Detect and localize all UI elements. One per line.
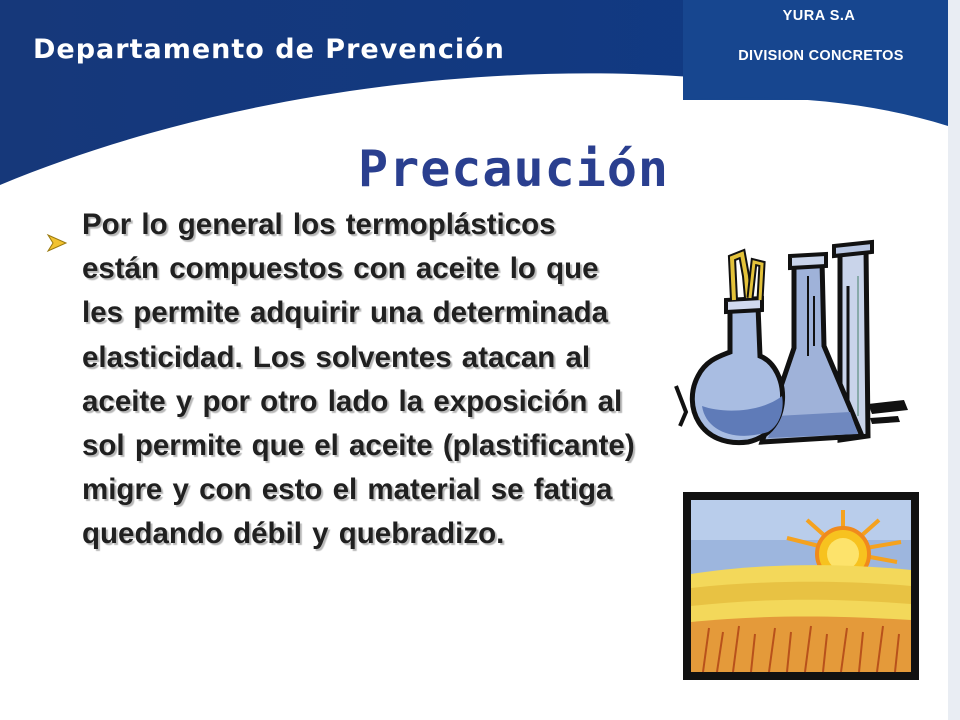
company-name: YURA S.A [782, 8, 856, 24]
department-title: Departamento de Prevención [33, 34, 505, 65]
right-edge-strip [948, 0, 960, 720]
bullet-paragraph: Por lo general los termoplásticos están compuestos con aceite lo que les permite adquirir una determinada elasticidad. Los solventes atacan al aceite y por otro lado la exposición al sol permite que el aceite (plastificante) migre y con esto el material se fatiga quedando débil y quebradizo. [82, 208, 635, 551]
arrow-bullet-icon [46, 232, 71, 254]
lab-flasks-illustration [672, 236, 912, 464]
company-block [690, 8, 952, 64]
slide-title: Precaución [358, 140, 670, 198]
company-division: DIVISION CONCRETOS [738, 48, 904, 64]
sun-field-illustration [683, 492, 919, 680]
